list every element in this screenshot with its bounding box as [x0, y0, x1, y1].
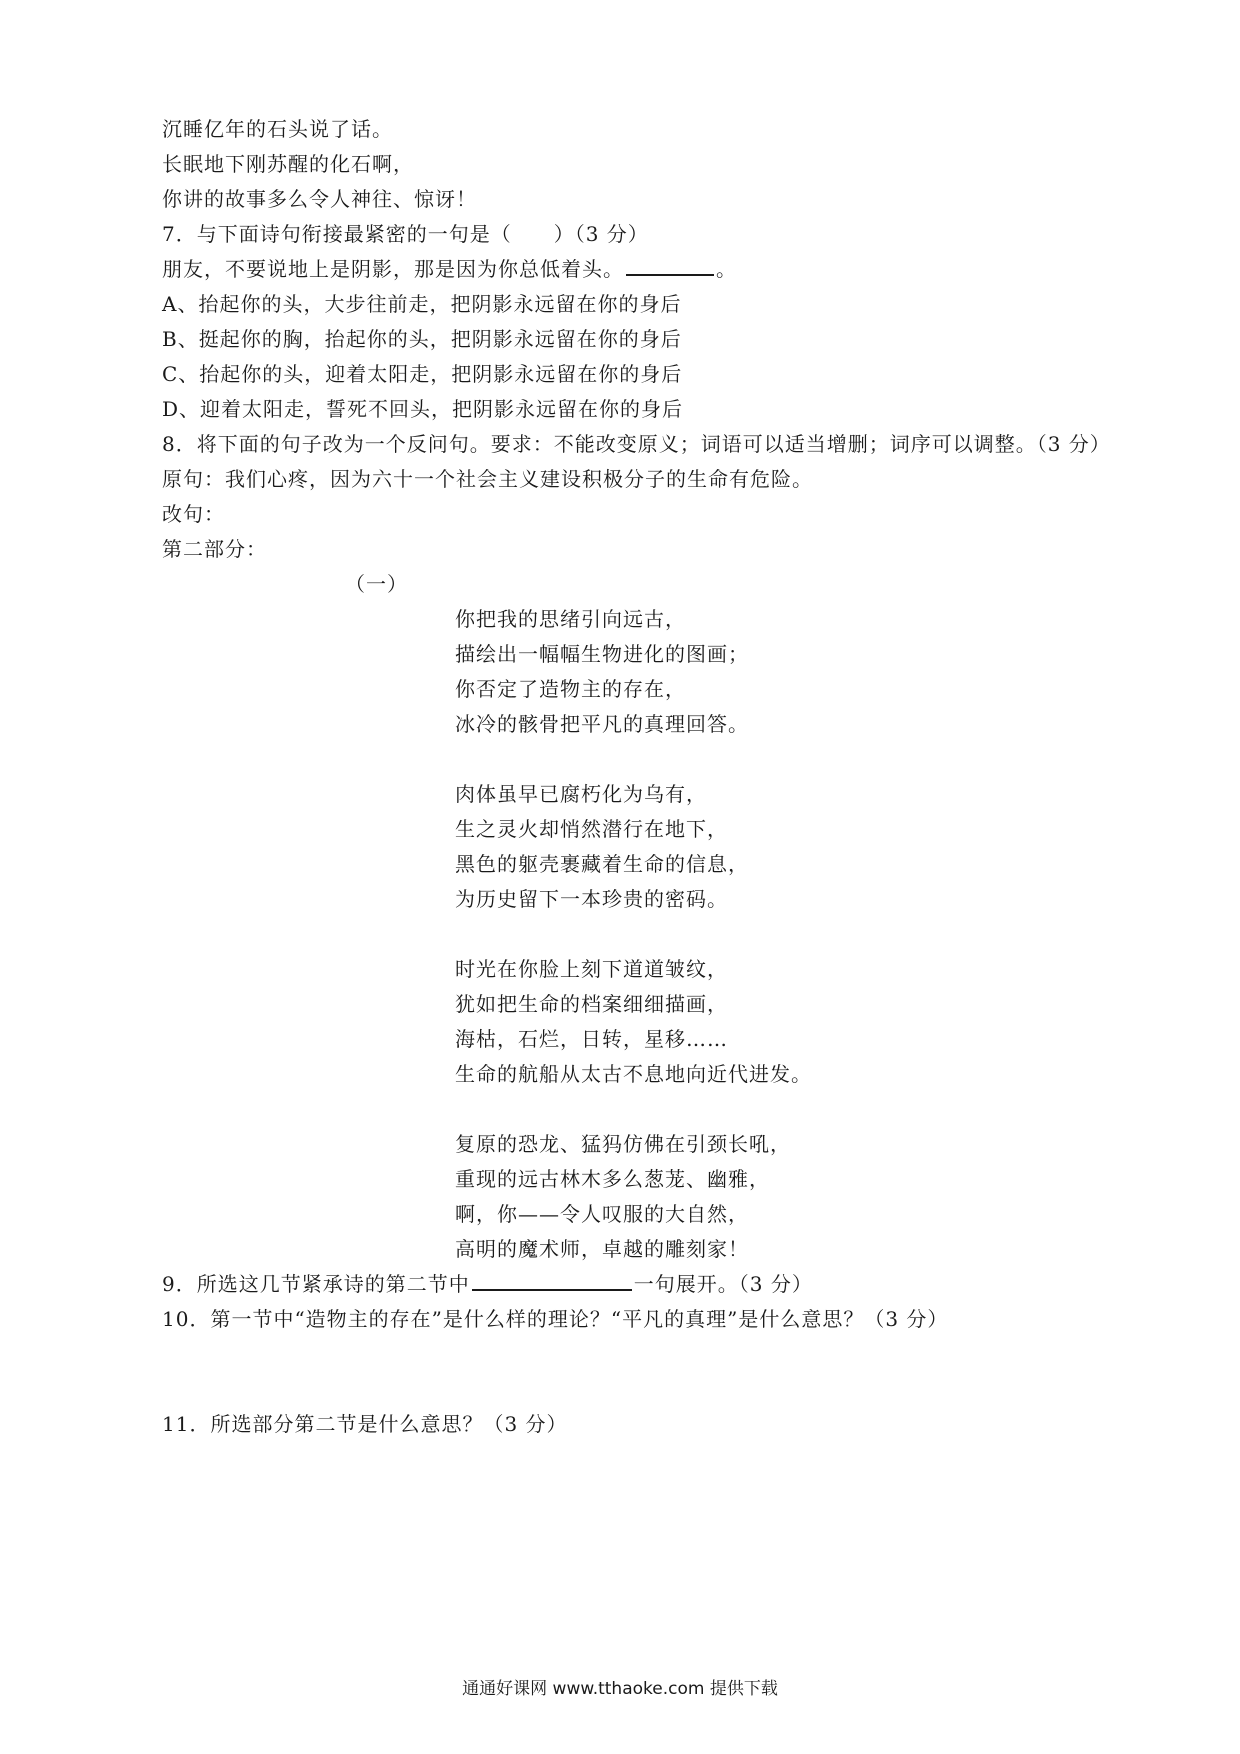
- poem-line: 高明的魔术师，卓越的雕刻家！: [455, 1237, 749, 1261]
- question-9-text-end: 一句展开。（3 分）: [633, 1272, 813, 1296]
- option-b: B、挺起你的胸，抬起你的头，把阴影永远留在你的身后: [162, 327, 682, 351]
- poem-line: 犹如把生命的档案细细描画，: [455, 992, 728, 1016]
- poem-line: 黑色的躯壳裹藏着生命的信息，: [455, 852, 749, 876]
- question-11: 11．所选部分第二节是什么意思？（3 分）: [162, 1412, 568, 1436]
- poem-line: 啊，你——令人叹服的大自然，: [455, 1202, 749, 1226]
- question-7-prompt: [162, 256, 737, 282]
- poem-line: 描绘出一幅幅生物进化的图画；: [455, 642, 749, 666]
- part-2-label: 第二部分：: [162, 537, 267, 561]
- poem-line: 重现的远古林木多么葱茏、幽雅，: [455, 1167, 770, 1191]
- question-7-prompt-text: 朋友，不要说地上是阴影，那是因为你总低着头。: [162, 257, 624, 281]
- question-8-original: 原句：我们心疼，因为六十一个社会主义建设积极分子的生命有危险。: [162, 467, 813, 491]
- question-9-text: 9．所选这几节紧承诗的第二节中: [162, 1272, 470, 1296]
- intro-line-2: 长眠地下刚苏醒的化石啊，: [162, 152, 414, 176]
- question-10: 10．第一节中“造物主的存在”是什么样的理论？“平凡的真理”是什么意思？（3 分）: [162, 1307, 949, 1331]
- poem-line: 生之灵火却悄然潜行在地下，: [455, 817, 728, 841]
- answer-blank: [472, 1271, 632, 1291]
- question-8-stem: 8．将下面的句子改为一个反问句。要求：不能改变原义；词语可以适当增删；词序可以调整。（3 分）: [162, 432, 1111, 456]
- option-a: A、抬起你的头，大步往前走，把阴影永远留在你的身后: [162, 292, 682, 316]
- question-9: [162, 1271, 813, 1297]
- option-c: C、抬起你的头，迎着太阳走，把阴影永远留在你的身后: [162, 362, 683, 386]
- section-heading: （一）: [345, 572, 408, 596]
- poem-line: 你否定了造物主的存在，: [455, 677, 686, 701]
- question-7-prompt-end: 。: [716, 257, 737, 281]
- poem-line: 生命的航船从太古不息地向近代进发。: [455, 1062, 812, 1086]
- question-8-rewrite: 改句：: [162, 502, 225, 526]
- poem-line: 复原的恐龙、猛犸仿佛在引颈长吼，: [455, 1132, 791, 1156]
- poem-line: 为历史留下一本珍贵的密码。: [455, 887, 728, 911]
- option-d: D、迎着太阳走，誓死不回头，把阴影永远留在你的身后: [162, 397, 684, 421]
- poem-line: 冰冷的骸骨把平凡的真理回答。: [455, 712, 749, 736]
- poem-line: 你把我的思绪引向远古，: [455, 607, 686, 631]
- poem-line: 海枯，石烂，日转，星移……: [455, 1027, 728, 1051]
- question-7-stem: 7．与下面诗句衔接最紧密的一句是（ ）（3 分）: [162, 222, 649, 246]
- poem-line: 时光在你脸上刻下道道皱纹，: [455, 957, 728, 981]
- intro-line-3: 你讲的故事多么令人神往、惊讶！: [162, 187, 477, 211]
- poem-line: 肉体虽早已腐朽化为乌有，: [455, 782, 707, 806]
- answer-blank: [626, 256, 714, 276]
- intro-line-1: 沉睡亿年的石头说了话。: [162, 117, 393, 141]
- page-footer: 通通好课网 www.tthaoke.com 提供下载: [462, 1679, 778, 1699]
